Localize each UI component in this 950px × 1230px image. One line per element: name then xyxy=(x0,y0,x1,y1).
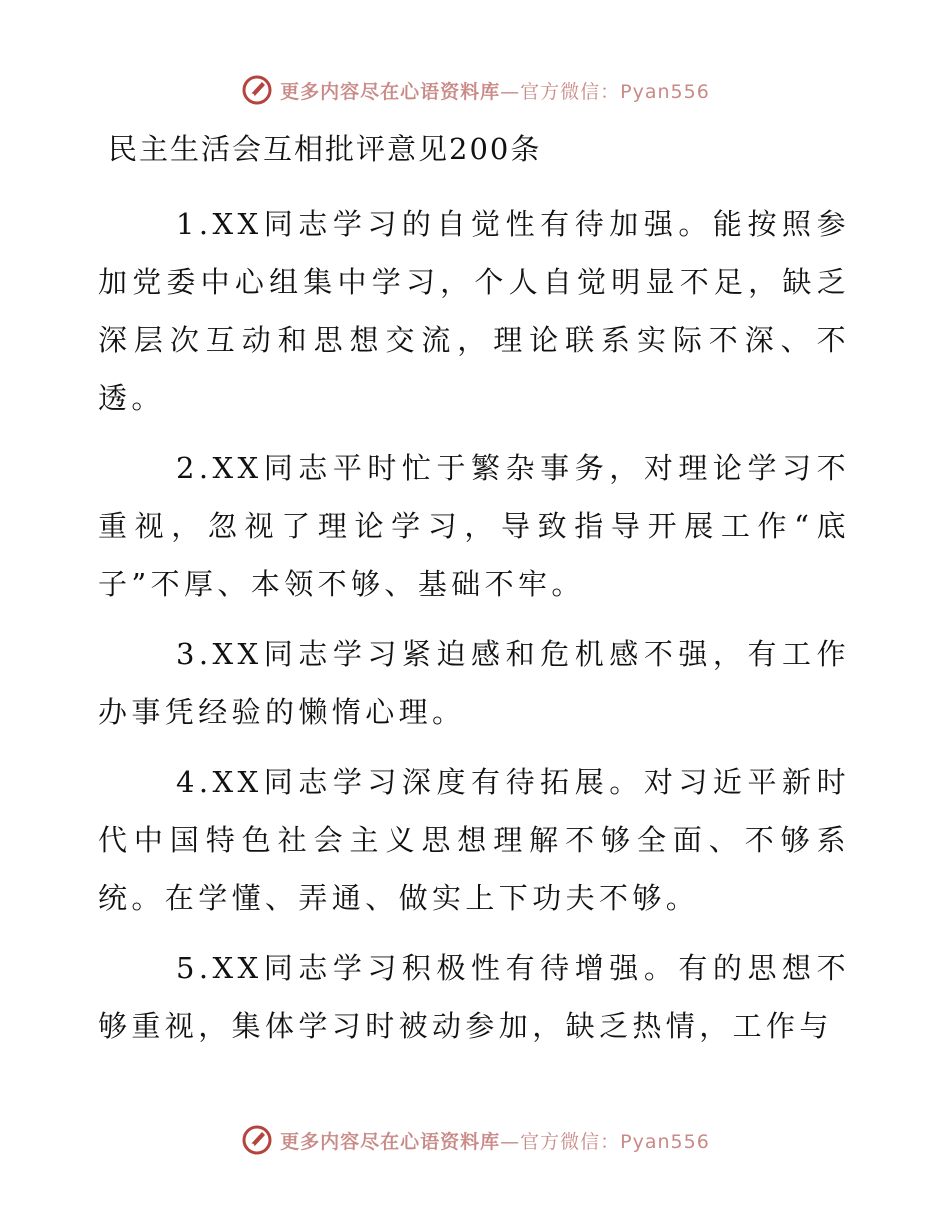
watermark-text: 更多内容尽在心语资料库—官方微信：Pyan556 xyxy=(280,80,710,103)
seal-icon xyxy=(240,73,274,107)
watermark-header xyxy=(0,70,950,110)
paragraph: 1.XX同志学习的自觉性有待加强。能按照参加党委中心组集中学习，个人自觉明显不足，缺乏深层次互动和思想交流，理论联系实际不深、不透。 xyxy=(98,207,850,415)
paragraph: 2.XX同志平时忙于繁杂事务，对理论学习不重视，忽视了理论学习，导致指导开展工作“底子”不厚、本领不够、基础不牢。 xyxy=(98,451,850,601)
seal-icon xyxy=(240,1123,274,1157)
watermark-text: 更多内容尽在心语资料库—官方微信：Pyan556 xyxy=(280,1130,710,1153)
paragraph: 5.XX同志学习积极性有待增强。有的思想不够重视，集体学习时被动参加，缺乏热情，工作与 xyxy=(98,951,850,1043)
document-title: 民主生活会互相批评意见200条 xyxy=(108,132,542,166)
paragraph: 3.XX同志学习紧迫感和危机感不强，有工作办事凭经验的懒惰心理。 xyxy=(98,637,850,729)
document-body xyxy=(98,195,850,1067)
watermark-footer xyxy=(0,1120,950,1160)
paragraph: 4.XX同志学习深度有待拓展。对习近平新时代中国特色社会主义思想理解不够全面、不够系统。在学懂、弄通、做实上下功夫不够。 xyxy=(98,765,850,915)
